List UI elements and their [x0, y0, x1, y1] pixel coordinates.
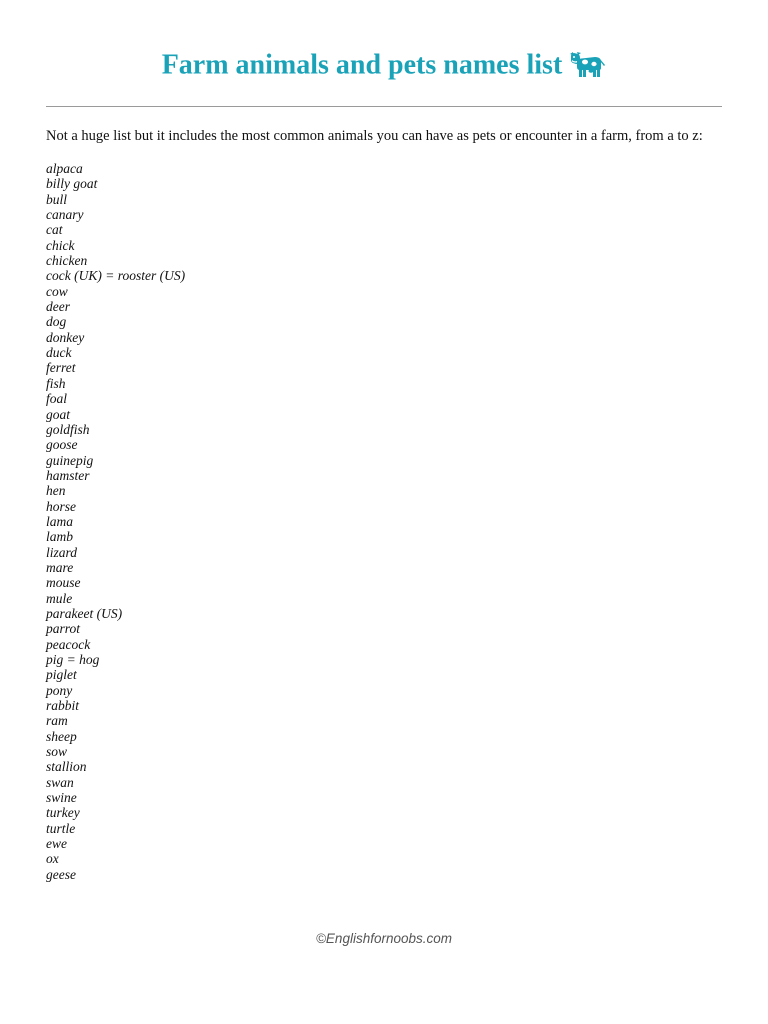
list-item: swine: [46, 790, 77, 806]
list-item: ferret: [46, 360, 76, 376]
list-item: parakeet (US): [46, 605, 123, 621]
list-item: chick: [46, 237, 75, 253]
list-item: ram: [46, 713, 68, 729]
list-item: fish: [46, 375, 66, 391]
list-item: peacock: [46, 636, 91, 652]
cow-icon: [570, 51, 606, 79]
list-item: turkey: [46, 805, 80, 821]
list-item: duck: [46, 345, 72, 361]
list-item: canary: [46, 207, 84, 223]
list-item: cock (UK) = rooster (US): [46, 268, 186, 284]
list-item: horse: [46, 498, 76, 514]
list-item: ewe: [46, 836, 67, 852]
list-item: donkey: [46, 329, 85, 345]
list-item: cat: [46, 222, 63, 238]
list-item: foal: [46, 391, 68, 407]
list-item: mare: [46, 559, 74, 575]
page-title-text: Farm animals and pets names list: [161, 49, 563, 81]
list-item: chicken: [46, 253, 88, 269]
footer-copyright: ©Englishfornoobs.com: [315, 931, 452, 946]
list-item: piglet: [46, 667, 77, 683]
list-item: goldfish: [46, 421, 90, 437]
list-item: hamster: [46, 467, 90, 483]
list-item: mule: [46, 590, 73, 606]
list-item: alpaca: [46, 161, 83, 176]
list-item: goat: [46, 406, 71, 422]
list-item: swan: [46, 774, 74, 790]
list-item: dog: [46, 314, 67, 330]
intro-paragraph: Not a huge list but it includes the most common animals you can have as pets or encounter in a farm, from a to z:: [46, 128, 703, 144]
list-item: lamb: [46, 529, 73, 545]
list-item: cow: [46, 283, 68, 299]
animal-list: [46, 161, 185, 882]
list-item: geese: [46, 866, 76, 882]
list-item: parrot: [46, 621, 81, 637]
list-item: bull: [46, 191, 68, 207]
list-item: sow: [46, 744, 68, 760]
list-item: mouse: [46, 575, 81, 591]
list-item: goose: [46, 437, 78, 453]
list-item: ox: [46, 851, 59, 867]
list-item: deer: [46, 299, 70, 315]
title-divider: [46, 106, 722, 107]
list-item: pig = hog: [46, 652, 100, 667]
list-item: turtle: [46, 820, 76, 836]
list-item: guinepig: [46, 452, 94, 468]
list-item: rabbit: [46, 698, 80, 714]
list-item: pony: [46, 682, 73, 698]
list-item: hen: [46, 483, 66, 499]
list-item: stallion: [46, 759, 87, 775]
list-item: lama: [46, 513, 73, 529]
list-item: lizard: [46, 544, 78, 560]
list-item: sheep: [46, 728, 77, 744]
list-item: billy goat: [46, 176, 98, 192]
page-title: [0, 44, 768, 86]
